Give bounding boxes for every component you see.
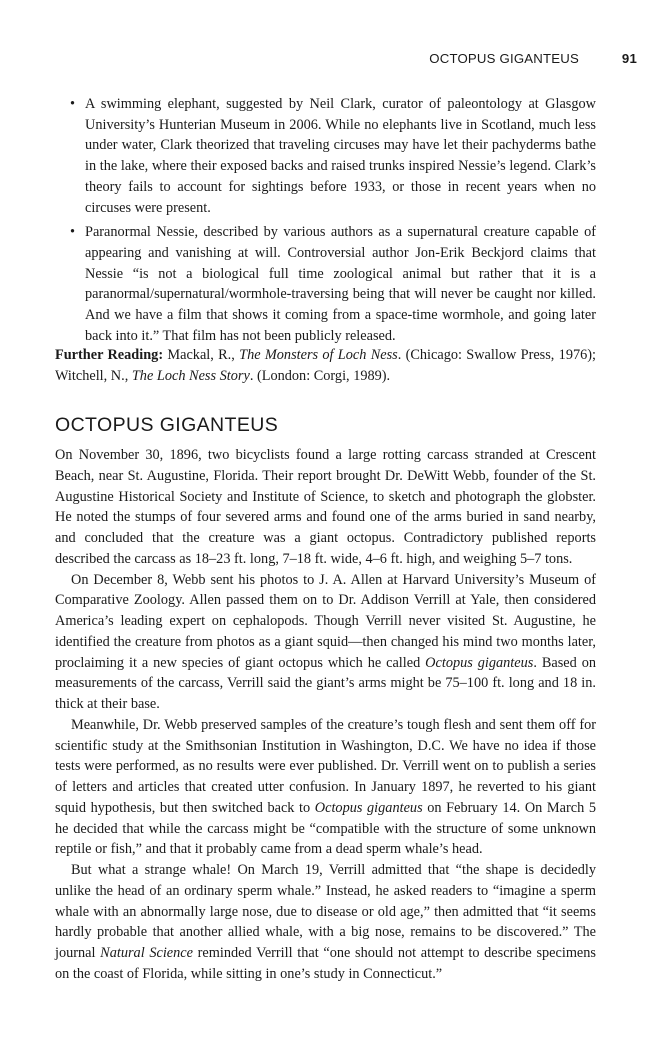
list-item	[55, 94, 596, 218]
paragraph	[55, 860, 596, 985]
paragraph	[55, 715, 596, 860]
journal-name: Natural Science	[100, 945, 193, 961]
further-reading-label: Further Reading:	[55, 347, 164, 363]
paragraph: On November 30, 1896, two bicyclists found a large rotting carcass stranded at Crescent Beach, near St. Augustine, Florida. Their report brought Dr. DeWitt Webb, founder of the St. Augustine Historical Society and Institute of Science, to sketch and photograph the globster. He noted the stumps of four severed arms and found one of the arms buried in sand nearby, and concluded that the creature was a giant octopus. Contradictory published reports described the carcass as 18–23 ft. long, 7–18 ft. wide, 4–6 ft. high, and weighing 5–7 tons.	[55, 447, 596, 567]
running-title: OCTOPUS GIGANTEUS	[429, 51, 579, 66]
section-heading: OCTOPUS GIGANTEUS	[55, 414, 279, 436]
bullet-marker: •	[70, 96, 76, 112]
paragraph-text: . Based on measurements of the carcass, Verrill said the giant’s arms might be 75–100 ft. long and 18 in. thick at their base.	[55, 654, 596, 712]
species-name: Octopus giganteus	[314, 799, 423, 816]
paragraph-text: But what a strange whale! On March 19, Verrill admitted that “the shape is decidedly unlike the head of an ordinary sperm whale.” Instead, he asked readers to “imagine a sperm whale with an abnormally large nose, due to disease or old age,” then admitted that “it seems hardly probable that another allied whale, with a big nose, remains to be discovered.” The journal	[55, 862, 596, 961]
reference-title: The Monsters of Loch Ness	[239, 347, 398, 363]
body-text	[55, 445, 596, 985]
page-number: 91	[621, 51, 637, 66]
reference-details: . (London: Corgi, 1989).	[249, 368, 391, 384]
paragraph-text: reminded Verrill that “one should not attempt to describe specimens on the coast of Florida, while sitting in one’s study in Connecticut.”	[55, 945, 596, 982]
paragraph-text: Meanwhile, Dr. Webb preserved samples of the creature’s tough flesh and sent them off for scientific study at the Smithsonian Institution in Washington, D.C. We have no idea if those tests were performed, as no results were ever published. Dr. Verrill went on to publish a series of letters and articles that created utter confusion. In January 1897, he reverted to his giant squid hypothesis, but then switched back to	[55, 716, 596, 816]
paragraph-text: On December 8, Webb sent his photos to J. A. Allen at Harvard University’s Museum of Comparative Zoology. Allen passed them on to Dr. Addison Verrill at Yale, then considered America’s leading expert on cephalopods. Though Verrill never visited St. Augustine, he identified the creature from photos as a giant squid—then changed his mind two months later, proclaiming it a new species of giant octopus which he called	[55, 571, 596, 671]
bullet-marker: •	[70, 224, 76, 241]
paragraph-text: on February 14. On March 5 he decided that while the carcass might be “compatible with the structure of some unknown reptile or fish,” and that it probably came from a dead sperm whale’s head.	[55, 799, 596, 858]
bullet-list	[55, 94, 596, 350]
reference-title: The Loch Ness Story	[131, 368, 250, 384]
list-item	[55, 222, 596, 346]
bullet-text: A swimming elephant, suggested by Neil Clark, curator of paleontology at Glasgow University’s Hunterian Museum in 2006. While no elephants live in Scotland, much less under water, Clark theorized that traveling circuses may have let their pachyderms bathe in the lake, where their exposed backs and raised trunks inspired Nessie’s legend. Clark’s theory fails to account for sightings before 1933, or those in recent years when no circuses were present.	[85, 96, 596, 216]
further-reading	[55, 345, 596, 387]
running-head	[55, 51, 637, 71]
reference-author: Mackal, R.,	[163, 347, 240, 363]
reference-details: . (Chicago: Swallow Press, 1976); Witchell, N.,	[55, 347, 596, 384]
paragraph	[55, 570, 596, 715]
species-name: Octopus giganteus	[425, 654, 534, 671]
bullet-text: Paranormal Nessie, described by various authors as a supernatural creature capable of appearing and vanishing at will. Controversial author Jon-Erik Beckjord claims that Nessie “is not a biological full time zoological animal but rather that it is a paranormal/supernatural/wormhole-traversing being that will never be caught nor killed. And we have a film that shows it coming from a space-time wormhole, and going later back into it.” That film has not been publicly released.	[85, 224, 596, 344]
